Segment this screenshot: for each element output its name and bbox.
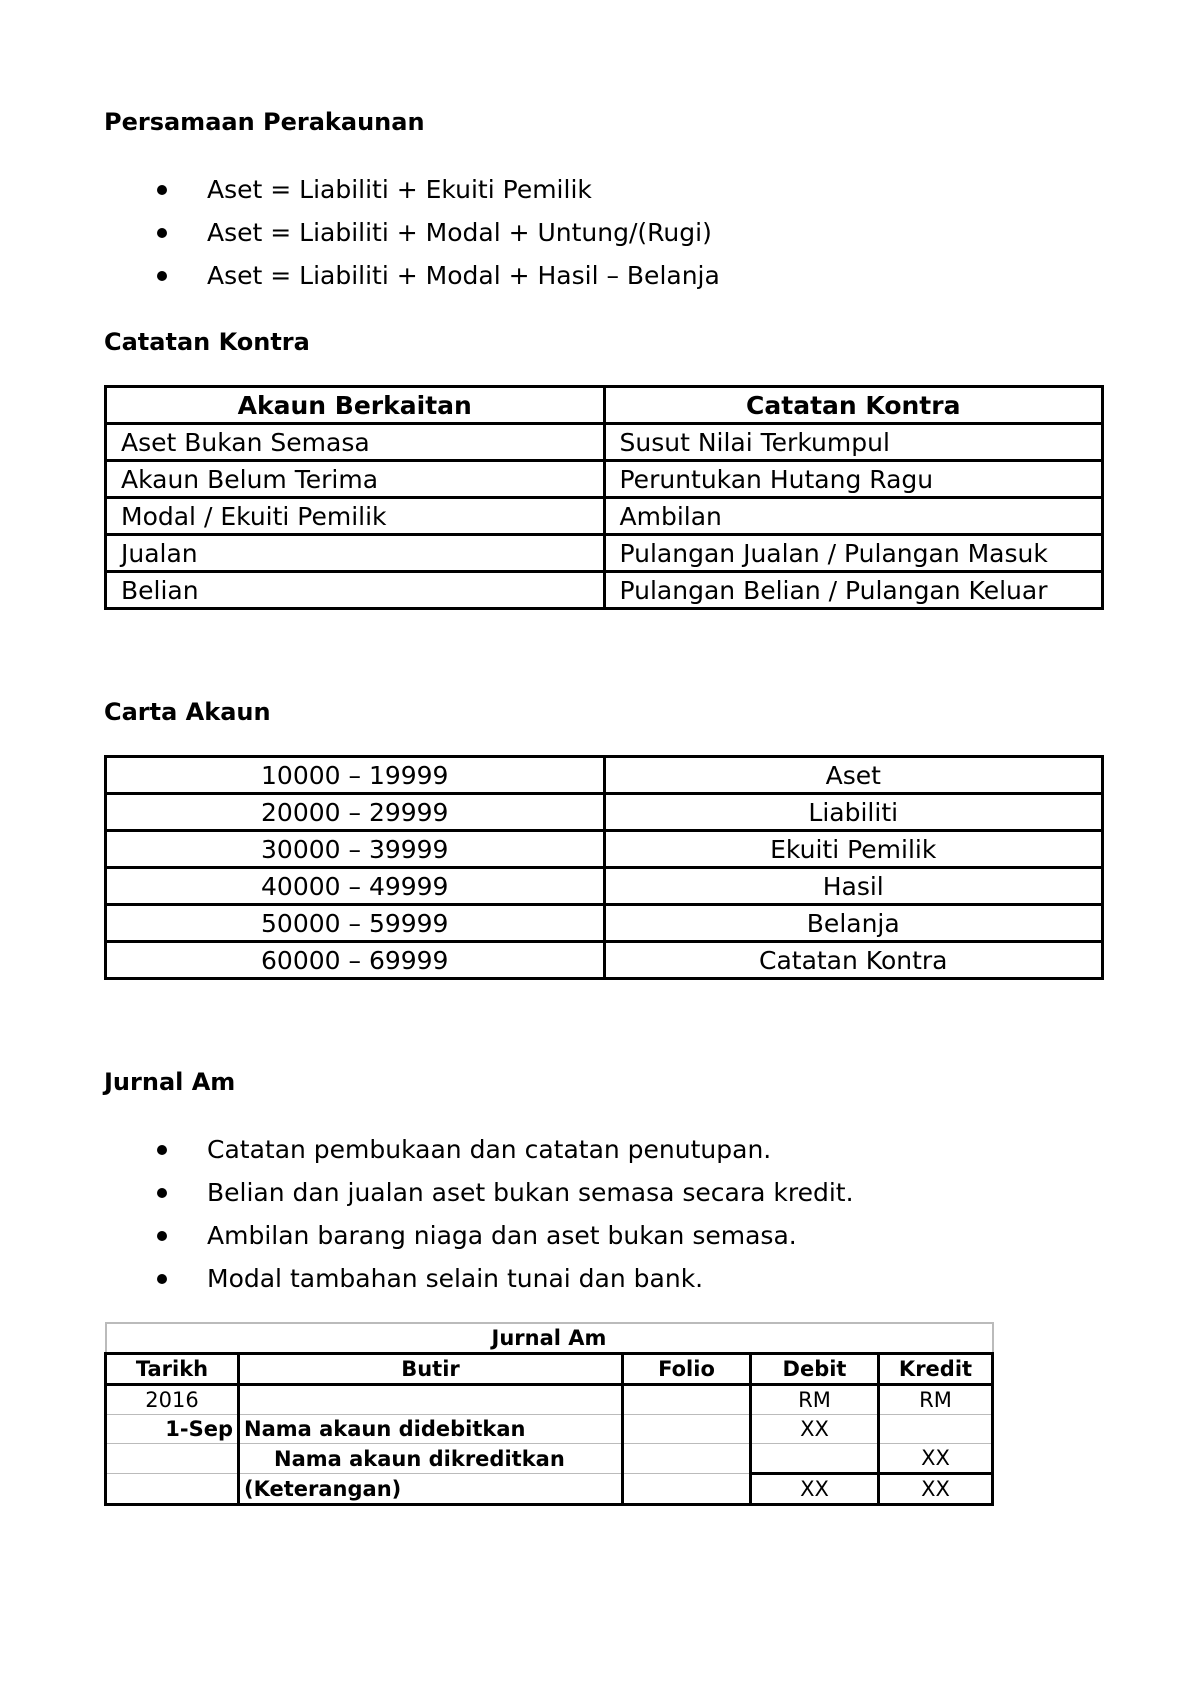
credit-account-cell: Nama akaun dikreditkan [239,1444,623,1474]
journal-title-row [106,1323,993,1354]
list-item: Modal tambahan selain tunai dan bank. [104,1257,854,1300]
table-cell [623,1444,751,1474]
column-header-folio: Folio [623,1354,751,1385]
table-row [106,905,1103,942]
table-row [106,461,1103,498]
table-cell [239,1385,623,1415]
table-row [106,794,1103,831]
column-header-tarikh: Tarikh [106,1354,239,1385]
table-cell: Modal / Ekuiti Pemilik [106,498,605,535]
journal-title: Jurnal Am [106,1323,993,1354]
list-item: Ambilan barang niaga dan aset bukan semasa. [104,1214,854,1257]
table-row [106,572,1103,609]
table-cell: 50000 – 59999 [106,905,605,942]
table-row [106,757,1103,794]
table-cell: Pulangan Belian / Pulangan Keluar [604,572,1103,609]
column-header-butir: Butir [239,1354,623,1385]
date-cell: 1-Sep [106,1415,239,1444]
table-cell [106,1474,239,1505]
table-cell: Akaun Belum Terima [106,461,605,498]
journal-uses-list [104,1128,854,1300]
table-cell: 60000 – 69999 [106,942,605,979]
bullet-icon [157,228,167,238]
column-header: Catatan Kontra [604,387,1103,424]
table-cell: Susut Nilai Terkumpul [604,424,1103,461]
table-cell [623,1415,751,1444]
column-header-kredit: Kredit [879,1354,993,1385]
table-cell: 10000 – 19999 [106,757,605,794]
list-item: Catatan pembukaan dan catatan penutupan. [104,1128,854,1171]
year-cell: 2016 [106,1385,239,1415]
table-row [106,831,1103,868]
heading-jurnal-am: Jurnal Am [104,1068,236,1096]
table-row [106,498,1103,535]
bullet-icon [157,185,167,195]
table-row [106,1474,993,1505]
table-row [106,535,1103,572]
table-cell [751,1444,879,1474]
table-cell: Belian [106,572,605,609]
debit-account-cell: Nama akaun didebitkan [239,1415,623,1444]
bullet-icon [157,271,167,281]
list-item: Belian dan jualan aset bukan semasa secara kredit. [104,1171,854,1214]
table-header-row [106,387,1103,424]
table-cell: Pulangan Jualan / Pulangan Masuk [604,535,1103,572]
table-cell: 40000 – 49999 [106,868,605,905]
table-row [106,1415,993,1444]
heading-persamaan-perakaunan: Persamaan Perakaunan [104,108,425,136]
table-cell: Jualan [106,535,605,572]
table-cell: Ekuiti Pemilik [604,831,1103,868]
journal-table [104,1322,994,1506]
heading-catatan-kontra: Catatan Kontra [104,328,310,356]
bullet-icon [157,1231,167,1241]
table-cell: Hasil [604,868,1103,905]
table-cell: 20000 – 29999 [106,794,605,831]
credit-total-cell: XX [879,1474,993,1505]
table-row [106,942,1103,979]
currency-credit: RM [879,1385,993,1415]
narration-cell: (Keterangan) [239,1474,623,1505]
contra-table [104,385,1104,610]
credit-amount-cell: XX [879,1444,993,1474]
bullet-icon [157,1188,167,1198]
column-header: Akaun Berkaitan [106,387,605,424]
table-row [106,868,1103,905]
table-row [106,1444,993,1474]
table-cell: 30000 – 39999 [106,831,605,868]
chart-of-accounts-table [104,755,1104,980]
table-cell: Liabiliti [604,794,1103,831]
table-cell: Peruntukan Hutang Ragu [604,461,1103,498]
bullet-icon [157,1145,167,1155]
debit-amount-cell: XX [751,1415,879,1444]
table-header-row [106,1354,993,1385]
table-cell [879,1415,993,1444]
heading-carta-akaun: Carta Akaun [104,698,271,726]
table-cell: Ambilan [604,498,1103,535]
table-cell: Belanja [604,905,1103,942]
list-item: Aset = Liabiliti + Ekuiti Pemilik [104,168,720,211]
table-cell: Aset [604,757,1103,794]
column-header-debit: Debit [751,1354,879,1385]
table-cell: Catatan Kontra [604,942,1103,979]
table-cell: Aset Bukan Semasa [106,424,605,461]
table-row [106,1385,993,1415]
table-cell [623,1385,751,1415]
debit-total-cell: XX [751,1474,879,1505]
list-item: Aset = Liabiliti + Modal + Hasil – Belanja [104,254,720,297]
currency-debit: RM [751,1385,879,1415]
equation-list [104,168,720,297]
list-item: Aset = Liabiliti + Modal + Untung/(Rugi) [104,211,720,254]
table-cell [623,1474,751,1505]
bullet-icon [157,1274,167,1284]
table-cell [106,1444,239,1474]
table-row [106,424,1103,461]
